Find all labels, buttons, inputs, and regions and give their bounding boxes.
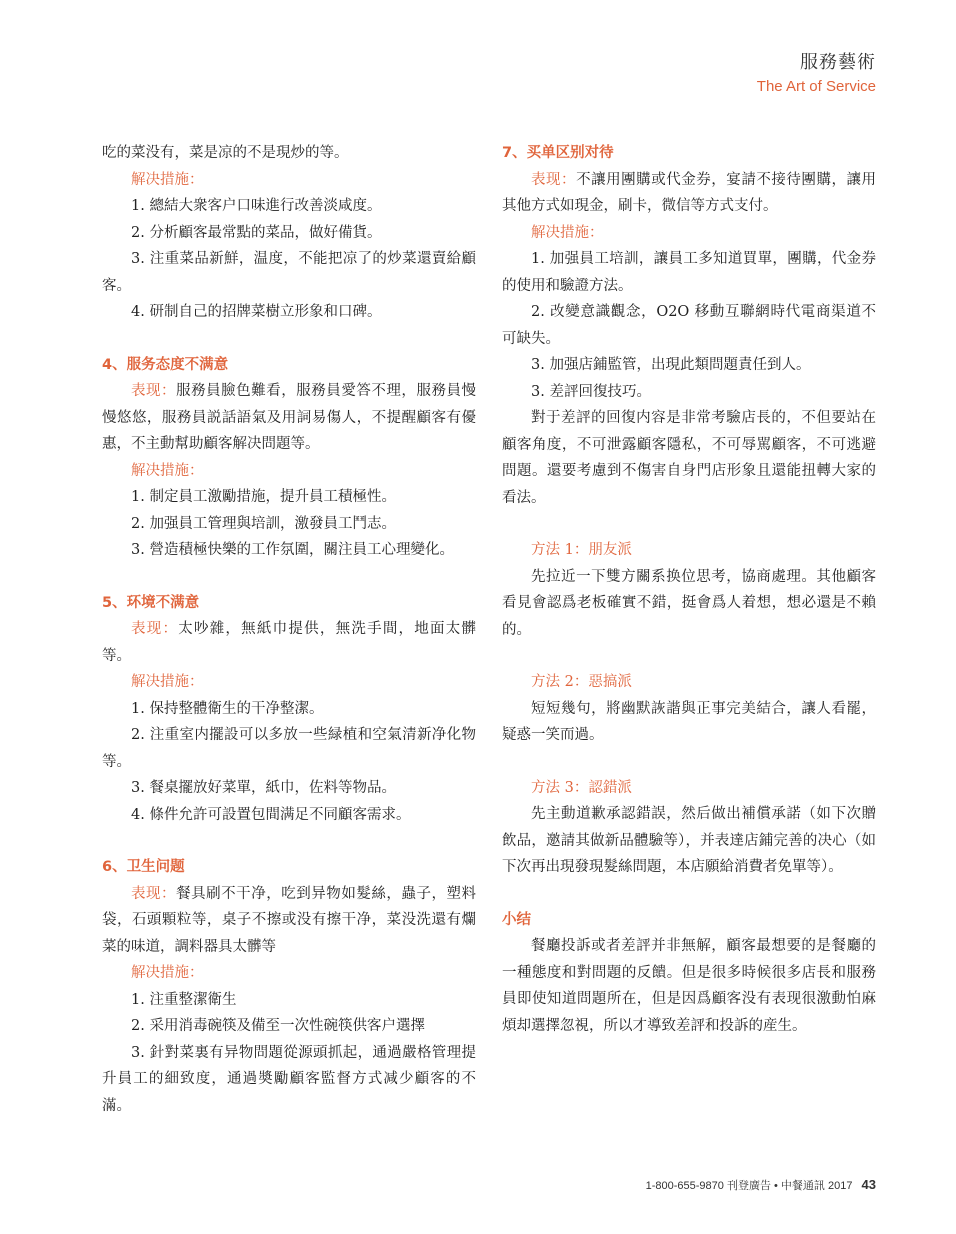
method-title: 方法 2：惡搞派 [531,674,632,690]
performance-text: 不讓用團購或代金券，宴請不接待團購，讓用其他方式如現金，刷卡，微信等方式支付。 [502,171,877,214]
list-item: 2. 改變意識觀念，O2O 移動互聯網時代電商渠道不可缺失。 [502,304,876,347]
body-paragraph: 對于差評的回復内容是非常考驗店長的，不但要站在顧客角度，不可泄露顧客隱私，不可辱駡顧客，不可逃避問題。還要考慮到不傷害自身門店形象且還能扭轉大家的看法。 [502,410,876,506]
list-item: 1. 總結大衆客户口味進行改善淡咸度。 [131,198,382,214]
section-heading: 4、服务态度不满意 [102,356,229,373]
right-column [502,140,876,1039]
list-item: 2. 注重室内擺設可以多放一些緑植和空氣清新净化物等。 [102,727,476,770]
list-item: 1. 注重整潔衛生 [131,991,237,1008]
method-title: 方法 1：朋友派 [531,542,632,558]
list-item: 4. 研制自己的招牌菜樹立形象和口碑。 [131,304,382,320]
list-item: 1. 保持整體衛生的干净整潔。 [131,700,324,717]
solution-label: 解决措施： [531,224,604,241]
section-heading: 6、卫生问题 [102,859,185,875]
header-title-zh: 服務藝術 [800,52,876,73]
performance-label: 表现： [531,171,577,188]
footer-publication: 刊登廣告 • 中餐通訊 2017 [726,1180,853,1192]
solution-label: 解决措施： [131,965,204,981]
list-item: 3. 差評回復技巧。 [531,383,651,400]
footer-phone: 1-800-655-9870 [645,1180,724,1192]
performance-text: 太吵雜，無紙巾提供，無洗手間，地面太髒等。 [102,621,477,664]
page-footer [646,1177,876,1193]
solution-label: 解决措施： [131,462,204,479]
performance-text: 餐具刷不干净，吃到异物如髮絲，蟲子，塑料袋，石頭顆粒等，桌子不擦或没有擦干净，菜没洗還有爛菜的味道，調料器具太髒等 [102,885,477,955]
performance-paragraph [102,881,476,961]
list-item: 2. 采用消毒碗筷及備至一次性碗筷供客户選擇 [131,1018,425,1034]
performance-paragraph [102,616,476,669]
list-item: 3. 注重菜品新鮮，温度，不能把凉了的炒菜還賣給顧客。 [102,251,476,294]
method-text: 先拉近一下雙方關系换位思考，協商處理。其他顧客看見會認爲老板確實不錯，挺會爲人着想，想必還是不賴的。 [502,568,876,638]
running-header [757,48,876,95]
summary-text: 餐廳投訴或者差評并非無解，顧客最想要的是餐廳的一種態度和對問題的反饋。但是很多時候很多店長和服務員即使知道問題所在，但是因爲顧客没有表现很激動怕麻煩却選擇忽視，所以才導致差評和投訴的産生。 [502,938,876,1034]
list-item: 3. 餐桌擺放好菜單，紙巾，佐料等物品。 [131,780,396,796]
solution-label: 解决措施： [131,674,204,690]
left-column [102,140,476,1119]
performance-label: 表现： [131,621,179,637]
list-item: 3. 針對菜裏有异物問題從源頭抓起，通過嚴格管理提升員工的細致度，通過奬勵顧客監督方式减少顧客的不滿。 [102,1044,476,1114]
performance-label: 表现： [131,383,177,399]
list-item: 2. 分析顧客最常點的菜品，做好備貨。 [131,224,382,241]
header-title-en: The Art of Service [756,78,876,95]
summary-heading: 小结 [502,911,531,928]
intro-text: 吃的菜没有，菜是凉的不是現炒的等。 [102,145,349,161]
method-text: 短短幾句，將幽默詼諧與正事完美結合，讓人看罷，疑惑一笑而過。 [502,700,876,743]
list-item: 3. 加强店鋪監管，出現此類問題責任到人。 [531,357,811,373]
performance-text: 服務員臉色難看，服務員愛答不理，服務員慢慢悠悠，服務員説話語氣及用詞易傷人，不提醒顧客有優惠，不主動幫助顧客解决問題等。 [102,383,477,452]
performance-paragraph [102,378,476,458]
list-item: 2. 加强員工管理與培訓，激發員工鬥志。 [131,515,396,532]
section-heading: 7、买单区别对待 [502,145,614,161]
list-item: 4. 條件允許可設置包間满足不同顧客需求。 [131,806,411,823]
section-heading: 5、环境不满意 [102,594,200,611]
performance-label: 表现： [131,885,177,902]
method-title: 方法 3：認錯派 [531,779,632,796]
page-number: 43 [861,1177,876,1192]
solution-label: 解决措施： [131,171,204,188]
method-text: 先主動道歉承認錯誤，然后做出補償承諾（如下次贈飲品，邀請其做新品體驗等），并表達店鋪完善的决心（如下次再出現發現髮絲問題，本店願給消費者免單等）。 [502,806,876,875]
performance-paragraph [502,167,876,220]
list-item: 1. 加强員工培訓，讓員工多知道買單，團購，代金券的使用和驗證方法。 [502,251,876,294]
list-item: 3. 營造積極快樂的工作氛圍，關注員工心理變化。 [131,542,454,558]
list-item: 1. 制定員工激勵措施，提升員工積極性。 [131,489,396,505]
